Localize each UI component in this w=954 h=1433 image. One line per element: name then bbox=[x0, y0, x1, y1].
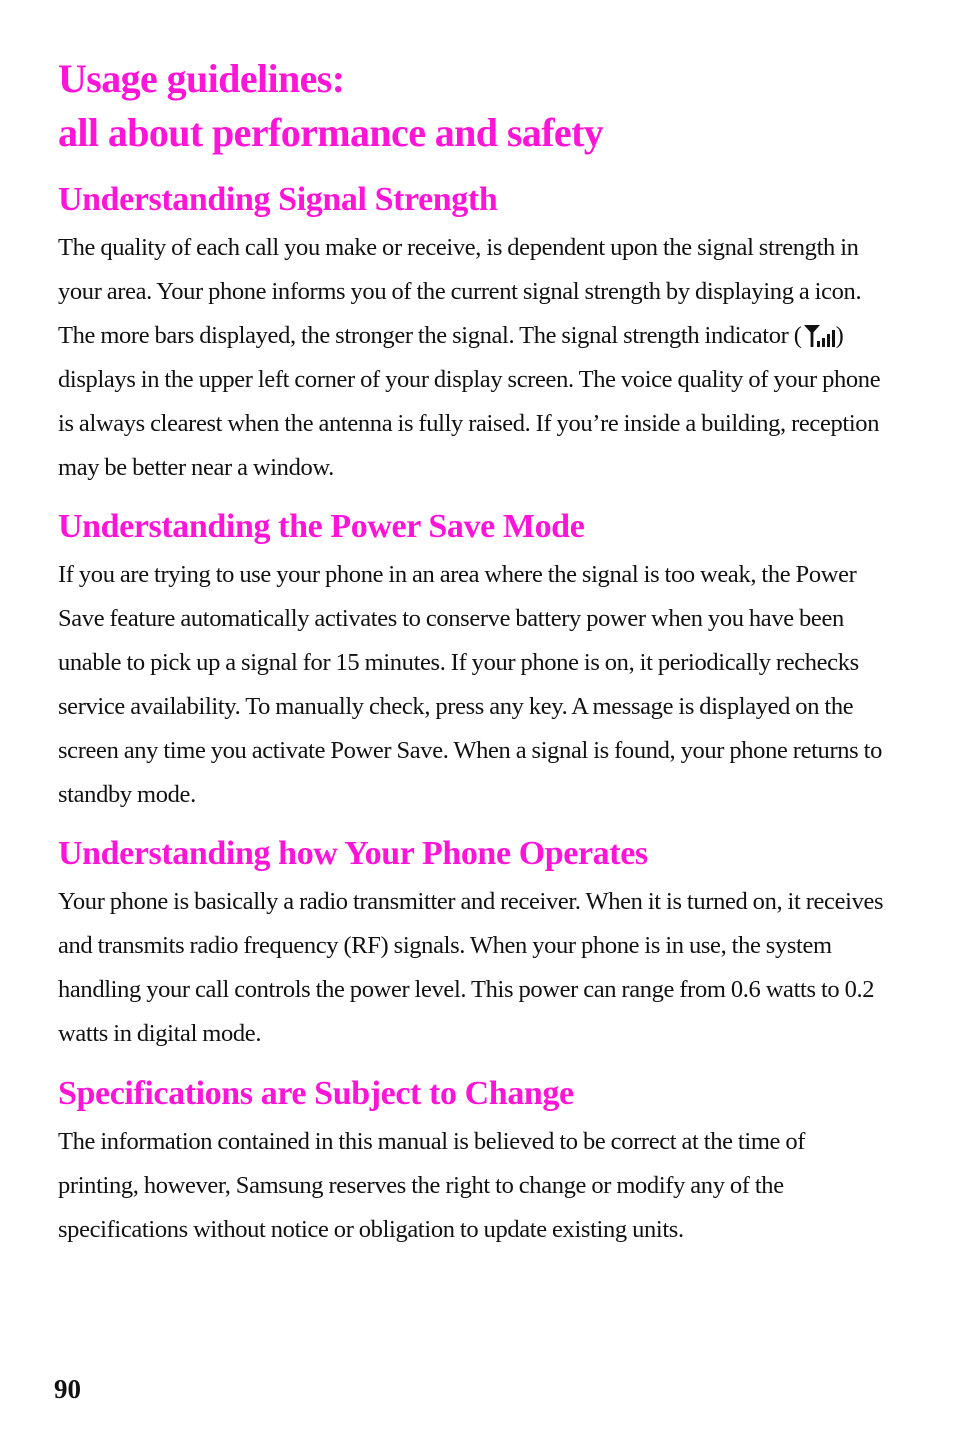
body-text-after-icon: ) displays in the upper left corner of your display screen. The voice quality of your phone is always clearest when the antenna is fully raised. If you’re inside a building, reception may be better near a window. bbox=[58, 322, 881, 481]
page-title-line-2: all about performance and safety bbox=[58, 110, 604, 155]
page-title bbox=[58, 52, 603, 160]
section-power-save bbox=[58, 507, 888, 817]
page-number: 90 bbox=[54, 1374, 81, 1404]
section-body bbox=[58, 226, 888, 490]
signal-strength-icon bbox=[802, 323, 836, 349]
body-text-before-icon: The quality of each call you make or receive, is dependent upon the signal strength in your area. Your phone informs you of the current signal strength by displaying a icon. The more bars displayed, the stronger the signal. The signal strength indicator ( bbox=[58, 234, 862, 349]
section-specifications bbox=[58, 1074, 888, 1252]
section-heading: Understanding Signal Strength bbox=[58, 181, 498, 218]
section-body: Your phone is basically a radio transmitter and receiver. When it is turned on, it receives and transmits radio frequency (RF) signals. When your phone is in use, the system handling your call controls the power level. This power can range from 0.6 watts to 0.2 watts in digital mode. bbox=[58, 888, 884, 1047]
section-signal-strength bbox=[58, 180, 888, 490]
section-heading: Specifications are Subject to Change bbox=[58, 1075, 574, 1112]
page-title-line-1: Usage guidelines: bbox=[58, 56, 345, 101]
section-body: The information contained in this manual is believed to be correct at the time of printing, however, Samsung reserves the right to change or modify any of the specifications without notice or obligation to update existing units. bbox=[58, 1128, 806, 1243]
section-heading: Understanding the Power Save Mode bbox=[58, 508, 585, 545]
section-phone-operates bbox=[58, 834, 888, 1056]
section-body: If you are trying to use your phone in an area where the signal is too weak, the Power Save feature automatically activates to conserve battery power when you have been unable to pick up a signal for 15 minutes. If your phone is on, it periodically rechecks service availability. To manually check, press any key. A message is displayed on the screen any time you activate Power Save. When a signal is found, your phone returns to standby mode. bbox=[58, 561, 882, 808]
section-heading: Understanding how Your Phone Operates bbox=[58, 835, 648, 872]
